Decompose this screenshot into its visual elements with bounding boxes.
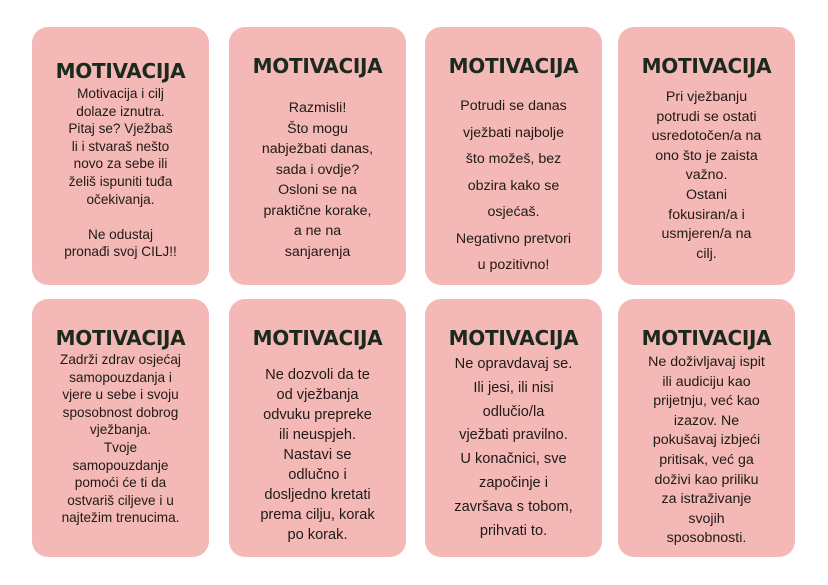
card-title: MOTIVACIJA: [252, 54, 383, 78]
card-text: Pri vježbanju potrudi se ostati usredotočen/a na ono što je zaista važno. Ostani fokusiran/a i usmjeren/a na cilj.: [651, 89, 762, 262]
card-title: MOTIVACIJA: [448, 326, 579, 350]
motivation-card-5: [32, 299, 209, 557]
motivation-card-7: [425, 299, 602, 557]
motivation-card-3: [425, 27, 602, 285]
card-text: Ne doživljavaj ispit ili audiciju kao prijetnju, već kao izazov. Ne pokušavaj izbjeći pritisak, već ga doživi kao priliku za istraživanje svojih sposobnosti.: [648, 354, 765, 547]
motivation-card-6: [229, 299, 406, 557]
card-text: Potrudi se danas vježbati najbolje što možeš, bez obzira kako se osjećaš. Negativno pretvori u pozitivno!: [455, 98, 572, 273]
motivation-card-2: [229, 27, 406, 285]
motivation-card-8: [618, 299, 795, 557]
motivation-card-4: [618, 27, 795, 285]
card-title: MOTIVACIJA: [55, 326, 186, 350]
card-title: MOTIVACIJA: [252, 326, 383, 350]
card-title: MOTIVACIJA: [641, 54, 772, 78]
card-text: Ne dozvoli da te od vježbanja odvuku prepreke ili neuspjeh. Nastavi se odlučno i dosljedno kretati prema cilju, korak po korak.: [260, 367, 375, 543]
card-text: Motivacija i cilj dolaze iznutra. Pitaj se? Vježbaš li i stvaraš nešto novo za sebe ili želiš ispuniti tuđa očekivanja. Ne odustaj pronađi svoj CILJ!!: [64, 86, 177, 260]
card-title: MOTIVACIJA: [55, 59, 186, 83]
card-text: Zadrži zdrav osjećaj samopouzdanja i vjere u sebe i svoju sposobnost dobrog vježbanja. Tvoje samopouzdanje pomoći će ti da ostvariš ciljeve i u najtežim trenucima.: [60, 352, 181, 526]
card-title: MOTIVACIJA: [641, 326, 772, 350]
motivation-card-1: [32, 27, 209, 285]
card-text: Ne opravdavaj se. Ili jesi, ili nisi odlučio/la vježbati pravilno. U konačnici, sve započinje i završava s tobom, prihvati to.: [454, 356, 573, 539]
card-title: MOTIVACIJA: [448, 54, 579, 78]
card-text: Razmisli! Što mogu nabježbati danas, sada i ovdje? Osloni se na praktične korake, a ne na sanjarenja: [261, 100, 374, 260]
